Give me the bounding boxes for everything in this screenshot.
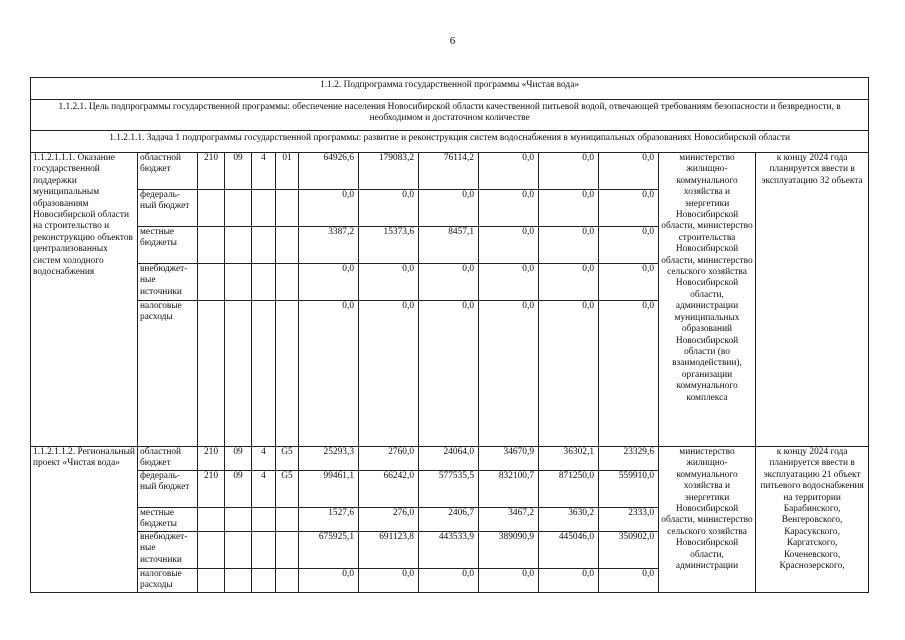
- budget-code: 4: [252, 153, 276, 190]
- funding-value: 0,0: [479, 153, 539, 190]
- budget-code: [276, 569, 299, 593]
- funding-value: 8457,1: [419, 227, 479, 264]
- budget-code: [276, 532, 299, 569]
- program-table: [30, 77, 869, 593]
- funding-value: 871250,0: [539, 471, 599, 508]
- budget-code: [276, 227, 299, 264]
- funding-value: 559910,0: [599, 471, 659, 508]
- funding-source: областной бюджет: [138, 447, 198, 471]
- funding-source: внебюджет-ные источники: [138, 264, 198, 301]
- budget-code: 210: [198, 153, 225, 190]
- subprogram-goal: 1.1.2.1. Цель подпрограммы государственной программы: обеспечение населения Новосибирской области качественной питьевой водой, отвечающей требованиям безопасности и безвредности, в необходимом и достаточном количестве: [31, 100, 869, 131]
- budget-code: [252, 227, 276, 264]
- funding-value: 99461,1: [299, 471, 359, 508]
- funding-source: федераль-ный бюджет: [138, 190, 198, 227]
- budget-code: [198, 227, 225, 264]
- funding-value: 179083,2: [359, 153, 419, 190]
- subprogram-task: 1.1.2.1.1. Задача 1 подпрограммы государственной программы: развитие и реконструкция систем водоснабжения в муниципальных образованиях Новосибирской области: [31, 131, 869, 153]
- budget-code: [252, 264, 276, 301]
- table-row: [31, 447, 869, 471]
- funding-value: 0,0: [419, 264, 479, 301]
- budget-code: [225, 190, 252, 227]
- funding-value: 832100,7: [479, 471, 539, 508]
- budget-code: 09: [225, 447, 252, 471]
- measure-title: 1.1.2.1.1.1. Оказание государственной поддержки муниципальным образованиям Новосибирской области на строительство и реконструкцию объектов централизованных систем холодного водоснабжения: [31, 153, 138, 447]
- budget-code: 210: [198, 471, 225, 508]
- budget-code: 09: [225, 471, 252, 508]
- page-number: 6: [449, 35, 456, 47]
- funding-value: 350902,0: [599, 532, 659, 569]
- funding-value: 389090,9: [479, 532, 539, 569]
- funding-source: местные бюджеты: [138, 508, 198, 532]
- funding-value: 0,0: [599, 569, 659, 593]
- budget-code: 210: [198, 447, 225, 471]
- budget-code: [225, 227, 252, 264]
- funding-value: 23329,6: [599, 447, 659, 471]
- funding-value: 0,0: [539, 569, 599, 593]
- funding-value: 675925,1: [299, 532, 359, 569]
- expected-result: к концу 2024 года планируется ввести в эксплуатацию 21 объект питьевого водоснабжения на территории Барабинского, Венгеровского, Карасукского, Каргатского, Коченевского, Краснозерского,: [756, 447, 869, 593]
- funding-value: 0,0: [419, 301, 479, 447]
- funding-value: 0,0: [359, 264, 419, 301]
- funding-value: 2760,0: [359, 447, 419, 471]
- funding-value: 0,0: [479, 569, 539, 593]
- funding-value: 0,0: [479, 190, 539, 227]
- budget-code: [252, 569, 276, 593]
- budget-code: G5: [276, 471, 299, 508]
- budget-code: 4: [252, 447, 276, 471]
- funding-source: налоговые расходы: [138, 569, 198, 593]
- funding-value: 76114,2: [419, 153, 479, 190]
- executor: министерство жилищно-коммунального хозяйства и энергетики Новосибирской области, министерство строительства Новосибирской области, министерство сельского хозяйства Новосибирской области, администрации муниципальных образований Новосибирской области (во взаимодействии), организации коммунального комплекса: [659, 153, 756, 447]
- funding-value: 0,0: [419, 190, 479, 227]
- funding-value: 0,0: [359, 569, 419, 593]
- subprogram-title: 1.1.2. Подпрограмма государственной программы «Чистая вода»: [31, 78, 869, 100]
- funding-value: 0,0: [419, 569, 479, 593]
- expected-result: к концу 2024 года планируется ввести в эксплуатацию 32 объекта: [756, 153, 869, 447]
- budget-code: [198, 190, 225, 227]
- budget-code: [276, 508, 299, 532]
- funding-value: 3630,2: [539, 508, 599, 532]
- budget-code: [198, 508, 225, 532]
- executor: министерство жилищно-коммунального хозяйства и энергетики Новосибирской области, министерство сельского хозяйства Новосибирской области, администрации: [659, 447, 756, 593]
- funding-value: 0,0: [479, 301, 539, 447]
- funding-value: 0,0: [539, 227, 599, 264]
- budget-code: [225, 301, 252, 447]
- budget-code: [276, 190, 299, 227]
- funding-value: 3467,2: [479, 508, 539, 532]
- funding-value: 0,0: [599, 190, 659, 227]
- funding-value: 445046,0: [539, 532, 599, 569]
- funding-value: 0,0: [599, 301, 659, 447]
- budget-code: G5: [276, 447, 299, 471]
- funding-value: 0,0: [539, 190, 599, 227]
- funding-value: 577535,5: [419, 471, 479, 508]
- funding-value: 0,0: [539, 301, 599, 447]
- funding-value: 0,0: [299, 301, 359, 447]
- funding-value: 1527,6: [299, 508, 359, 532]
- funding-source: налоговые расходы: [138, 301, 198, 447]
- budget-code: [198, 301, 225, 447]
- funding-source: федераль-ный бюджет: [138, 471, 198, 508]
- budget-code: [276, 301, 299, 447]
- funding-value: 36302,1: [539, 447, 599, 471]
- budget-code: [198, 532, 225, 569]
- funding-value: 66242,0: [359, 471, 419, 508]
- funding-value: 276,0: [359, 508, 419, 532]
- funding-value: 2333,0: [599, 508, 659, 532]
- funding-source: внебюджет-ные источники: [138, 532, 198, 569]
- budget-code: 01: [276, 153, 299, 190]
- budget-code: [225, 264, 252, 301]
- funding-value: 0,0: [479, 264, 539, 301]
- funding-value: 34670,9: [479, 447, 539, 471]
- funding-value: 443533,9: [419, 532, 479, 569]
- budget-code: 09: [225, 153, 252, 190]
- funding-value: 0,0: [299, 190, 359, 227]
- funding-value: 15373,6: [359, 227, 419, 264]
- budget-code: [252, 301, 276, 447]
- funding-value: 0,0: [479, 227, 539, 264]
- funding-value: 0,0: [539, 264, 599, 301]
- budget-code: [225, 569, 252, 593]
- funding-value: 691123,8: [359, 532, 419, 569]
- budget-code: [198, 264, 225, 301]
- funding-source: областной бюджет: [138, 153, 198, 190]
- budget-code: [276, 264, 299, 301]
- budget-code: [225, 532, 252, 569]
- budget-code: [198, 569, 225, 593]
- funding-value: 0,0: [299, 264, 359, 301]
- funding-value: 64926,6: [299, 153, 359, 190]
- funding-value: 0,0: [599, 264, 659, 301]
- budget-code: [252, 532, 276, 569]
- funding-value: 2406,7: [419, 508, 479, 532]
- budget-code: 4: [252, 471, 276, 508]
- budget-code: [252, 508, 276, 532]
- funding-value: 25293,3: [299, 447, 359, 471]
- funding-value: 0,0: [599, 227, 659, 264]
- funding-value: 0,0: [359, 301, 419, 447]
- funding-value: 0,0: [599, 153, 659, 190]
- funding-value: 3387,2: [299, 227, 359, 264]
- funding-value: 0,0: [359, 190, 419, 227]
- funding-value: 0,0: [539, 153, 599, 190]
- table-row: [31, 153, 869, 190]
- funding-value: 0,0: [299, 569, 359, 593]
- funding-source: местные бюджеты: [138, 227, 198, 264]
- budget-code: [252, 190, 276, 227]
- measure-title: 1.1.2.1.1.2. Региональный проект «Чистая вода»: [31, 447, 138, 593]
- funding-value: 24064,0: [419, 447, 479, 471]
- budget-code: [225, 508, 252, 532]
